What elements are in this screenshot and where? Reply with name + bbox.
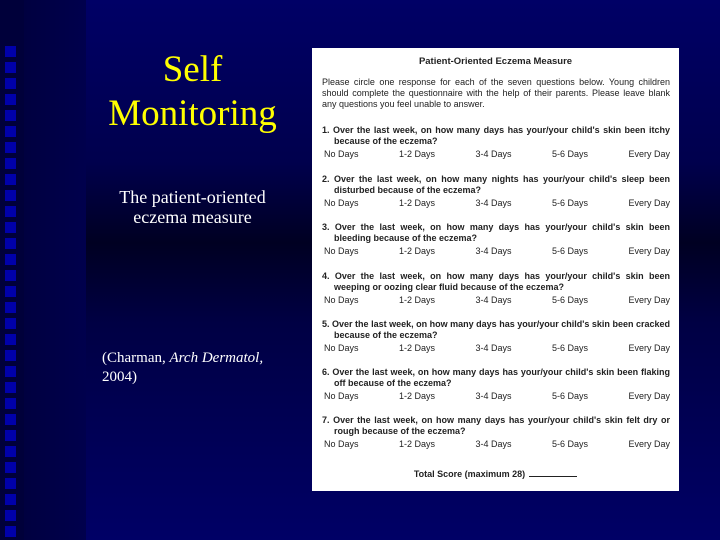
citation xyxy=(102,349,302,387)
question-2 xyxy=(322,174,670,209)
questionnaire-title: Patient-Oriented Eczema Measure xyxy=(418,56,573,67)
question-text: 3. Over the last week, on how many days has your/your child's skin been bleeding because of the eczema? xyxy=(322,222,670,243)
decorative-square xyxy=(5,478,16,489)
decorative-square xyxy=(5,142,16,153)
option-1-2-days: 1-2 Days xyxy=(398,391,435,401)
decorative-square xyxy=(5,94,16,105)
option-every-day: Every Day xyxy=(628,198,670,208)
option-every-day: Every Day xyxy=(628,391,670,401)
total-score-label: Total Score (maximum 28) xyxy=(413,469,526,479)
option-no-days: No Days xyxy=(324,149,359,159)
response-options xyxy=(322,149,670,160)
option-1-2-days: 1-2 Days xyxy=(398,439,435,449)
decorative-square xyxy=(5,510,16,521)
decorative-square xyxy=(5,302,16,313)
option-3-4-days: 3-4 Days xyxy=(475,439,512,449)
option-every-day: Every Day xyxy=(628,439,670,449)
question-4 xyxy=(322,271,670,306)
option-3-4-days: 3-4 Days xyxy=(475,295,512,305)
option-5-6-days: 5-6 Days xyxy=(551,391,588,401)
option-no-days: No Days xyxy=(324,198,359,208)
citation-journal: Arch Dermatol, xyxy=(169,350,264,366)
option-1-2-days: 1-2 Days xyxy=(398,149,435,159)
decorative-square xyxy=(5,398,16,409)
option-5-6-days: 5-6 Days xyxy=(551,295,588,305)
option-3-4-days: 3-4 Days xyxy=(475,246,512,256)
decorative-square xyxy=(5,350,16,361)
title-line-1: Self xyxy=(162,49,223,90)
option-5-6-days: 5-6 Days xyxy=(551,343,588,353)
option-every-day: Every Day xyxy=(628,295,670,305)
decorative-square xyxy=(5,206,16,217)
decorative-square xyxy=(5,430,16,441)
decorative-square xyxy=(5,158,16,169)
slide-subtitle: The patient-oriented eczema measure xyxy=(119,187,266,227)
questionnaire-instructions: Please circle one response for each of the seven questions below. Young children should complete the questionnaire with the help of their parents. Please leave blank any questions you feel unable to answer. xyxy=(322,77,670,109)
option-5-6-days: 5-6 Days xyxy=(551,198,588,208)
decorative-square xyxy=(5,110,16,121)
option-no-days: No Days xyxy=(324,295,359,305)
poem-questionnaire-image xyxy=(312,48,679,491)
decorative-square xyxy=(5,382,16,393)
decorative-square-strip xyxy=(0,0,24,540)
question-3 xyxy=(322,222,670,257)
total-score-blank xyxy=(529,468,577,477)
option-3-4-days: 3-4 Days xyxy=(475,198,512,208)
decorative-square xyxy=(5,78,16,89)
option-1-2-days: 1-2 Days xyxy=(398,246,435,256)
decorative-square xyxy=(5,174,16,185)
response-options xyxy=(322,198,670,209)
decorative-square xyxy=(5,446,16,457)
option-5-6-days: 5-6 Days xyxy=(551,439,588,449)
question-7 xyxy=(322,415,670,450)
option-no-days: No Days xyxy=(324,439,359,449)
option-every-day: Every Day xyxy=(628,149,670,159)
decorative-square xyxy=(5,526,16,537)
option-no-days: No Days xyxy=(324,246,359,256)
left-panel xyxy=(24,0,86,540)
slide-title xyxy=(90,48,295,136)
decorative-square xyxy=(5,222,16,233)
decorative-square xyxy=(5,334,16,345)
question-5 xyxy=(322,319,670,354)
decorative-square xyxy=(5,46,16,57)
question-text: 2. Over the last week, on how many nights has your/your child's sleep been disturbed because of the eczema? xyxy=(322,174,670,195)
response-options xyxy=(322,343,670,354)
option-no-days: No Days xyxy=(324,343,359,353)
citation-year: 2004) xyxy=(102,369,137,385)
option-3-4-days: 3-4 Days xyxy=(475,149,512,159)
option-every-day: Every Day xyxy=(628,246,670,256)
question-text: 6. Over the last week, on how many days has your/your child's skin been flaking off because of the eczema? xyxy=(322,367,670,388)
question-text: 5. Over the last week, on how many days has your/your child's skin been cracked because of the eczema? xyxy=(322,319,670,340)
decorative-square xyxy=(5,254,16,265)
response-options xyxy=(322,246,670,257)
decorative-square xyxy=(5,238,16,249)
question-1 xyxy=(322,125,670,160)
decorative-square xyxy=(5,286,16,297)
decorative-square xyxy=(5,462,16,473)
decorative-square xyxy=(5,494,16,505)
option-5-6-days: 5-6 Days xyxy=(551,246,588,256)
question-text: 7. Over the last week, on how many days has your/your child's skin felt dry or rough because of the eczema? xyxy=(322,415,670,436)
question-text: 1. Over the last week, on how many days has your/your child's skin been itchy because of the eczema? xyxy=(322,125,670,146)
citation-author: (Charman, xyxy=(102,350,166,366)
decorative-square xyxy=(5,414,16,425)
response-options xyxy=(322,391,670,402)
decorative-square xyxy=(5,270,16,281)
option-1-2-days: 1-2 Days xyxy=(398,295,435,305)
title-line-2: Monitoring xyxy=(108,93,277,134)
option-5-6-days: 5-6 Days xyxy=(551,149,588,159)
option-3-4-days: 3-4 Days xyxy=(475,343,512,353)
option-1-2-days: 1-2 Days xyxy=(398,343,435,353)
response-options xyxy=(322,439,670,450)
question-6 xyxy=(322,367,670,402)
decorative-square xyxy=(5,318,16,329)
total-score xyxy=(312,468,679,479)
option-1-2-days: 1-2 Days xyxy=(398,198,435,208)
option-every-day: Every Day xyxy=(628,343,670,353)
decorative-square xyxy=(5,62,16,73)
response-options xyxy=(322,295,670,306)
decorative-square xyxy=(5,190,16,201)
decorative-square xyxy=(5,126,16,137)
option-3-4-days: 3-4 Days xyxy=(475,391,512,401)
option-no-days: No Days xyxy=(324,391,359,401)
decorative-square xyxy=(5,366,16,377)
question-text: 4. Over the last week, on how many days has your/your child's skin been weeping or oozing clear fluid because of the eczema? xyxy=(322,271,670,292)
